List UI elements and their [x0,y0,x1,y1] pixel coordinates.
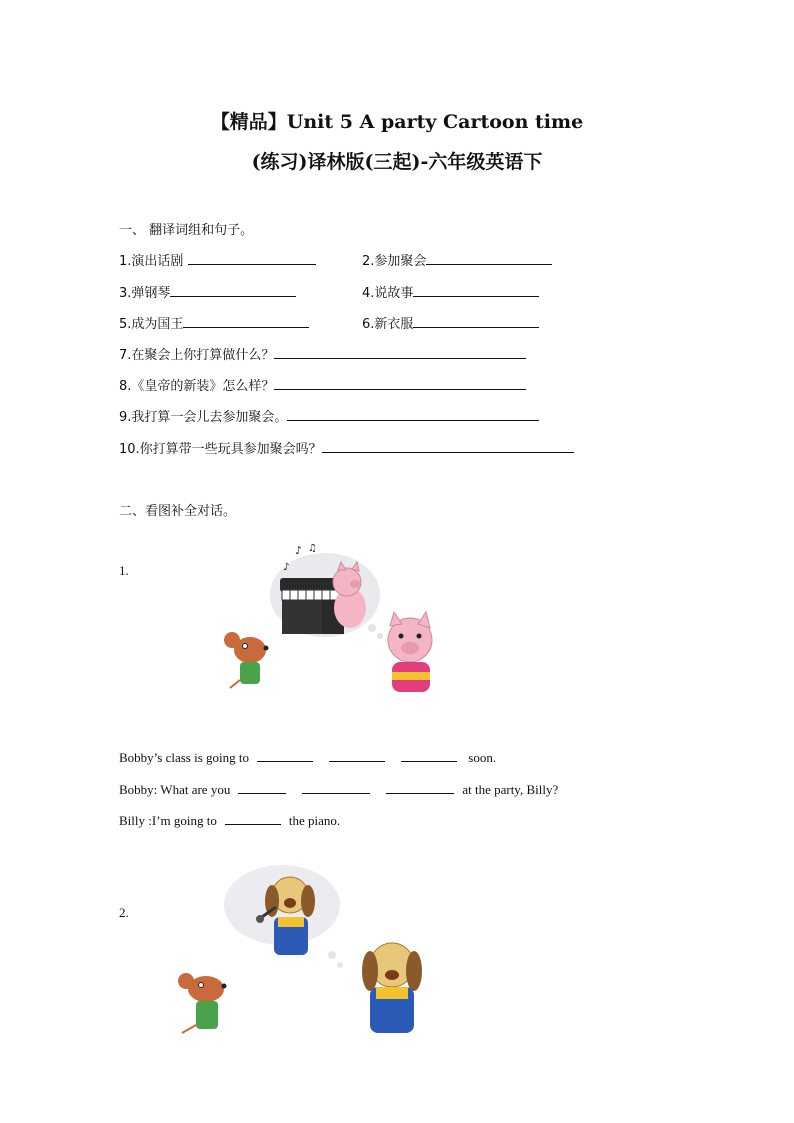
answer-blank[interactable] [188,252,316,265]
exercise-item-5: 5.成为国王 [119,313,309,332]
answer-blank[interactable] [287,408,539,421]
answer-blank[interactable] [225,812,281,825]
exercise-item-10: 10.你打算带一些玩具参加聚会吗？ [119,438,574,457]
dialogue1-line3: Billy :I’m going to the piano. [119,813,341,828]
answer-blank[interactable] [322,440,574,453]
answer-blank[interactable] [274,377,526,390]
answer-blank[interactable] [413,284,539,297]
exercise-item-6: 6.新衣服 [362,313,539,332]
music-note-icon: ♪ [295,544,303,557]
music-note-icon: ♫ [308,543,317,554]
illustration-pig-piano [210,540,450,700]
pig-billy-icon [388,612,432,692]
answer-blank[interactable] [257,749,313,762]
answer-blank[interactable] [274,346,526,359]
answer-blank[interactable] [401,749,457,762]
answer-blank[interactable] [183,315,309,328]
exercise-item-2: 2.参加聚会 [362,250,552,269]
illustration-dog-singing [172,865,432,1040]
exercise-item-4: 4.说故事 [362,282,539,301]
dog-icon [362,943,422,1033]
document-title-line1: 【精品】Unit 5 A party Cartoon time [210,111,584,133]
section1-heading: 一、 翻译词组和句子。 [119,223,254,238]
exercise-item-1: 1.演出话剧 [119,250,316,269]
mouse-bobby-icon [178,973,227,1033]
answer-blank[interactable] [386,781,454,794]
answer-blank[interactable] [302,781,370,794]
answer-blank[interactable] [238,781,286,794]
answer-blank[interactable] [329,749,385,762]
dialogue1-line1: Bobby’s class is going to soon. [119,750,497,765]
mouse-bobby-icon [224,632,269,688]
question-number-2: 2. [119,905,129,920]
dialogue1-line2: Bobby: What are you at the party, Billy? [119,782,559,797]
music-note-icon: ♪ [283,562,290,573]
answer-blank[interactable] [413,315,539,328]
question-number-1: 1. [119,563,129,578]
exercise-item-9: 9.我打算一会儿去参加聚会。 [119,406,539,425]
exercise-item-8: 8.《皇帝的新装》怎么样？ [119,375,526,394]
exercise-item-3: 3.弹钢琴 [119,282,296,301]
document-title-line2: (练习)译林版(三起)-六年级英语下 [251,151,543,173]
answer-blank[interactable] [170,284,296,297]
exercise-item-7: 7.在聚会上你打算做什么？ [119,344,526,363]
answer-blank[interactable] [426,252,552,265]
section2-heading: 二、看图补全对话。 [119,504,237,519]
